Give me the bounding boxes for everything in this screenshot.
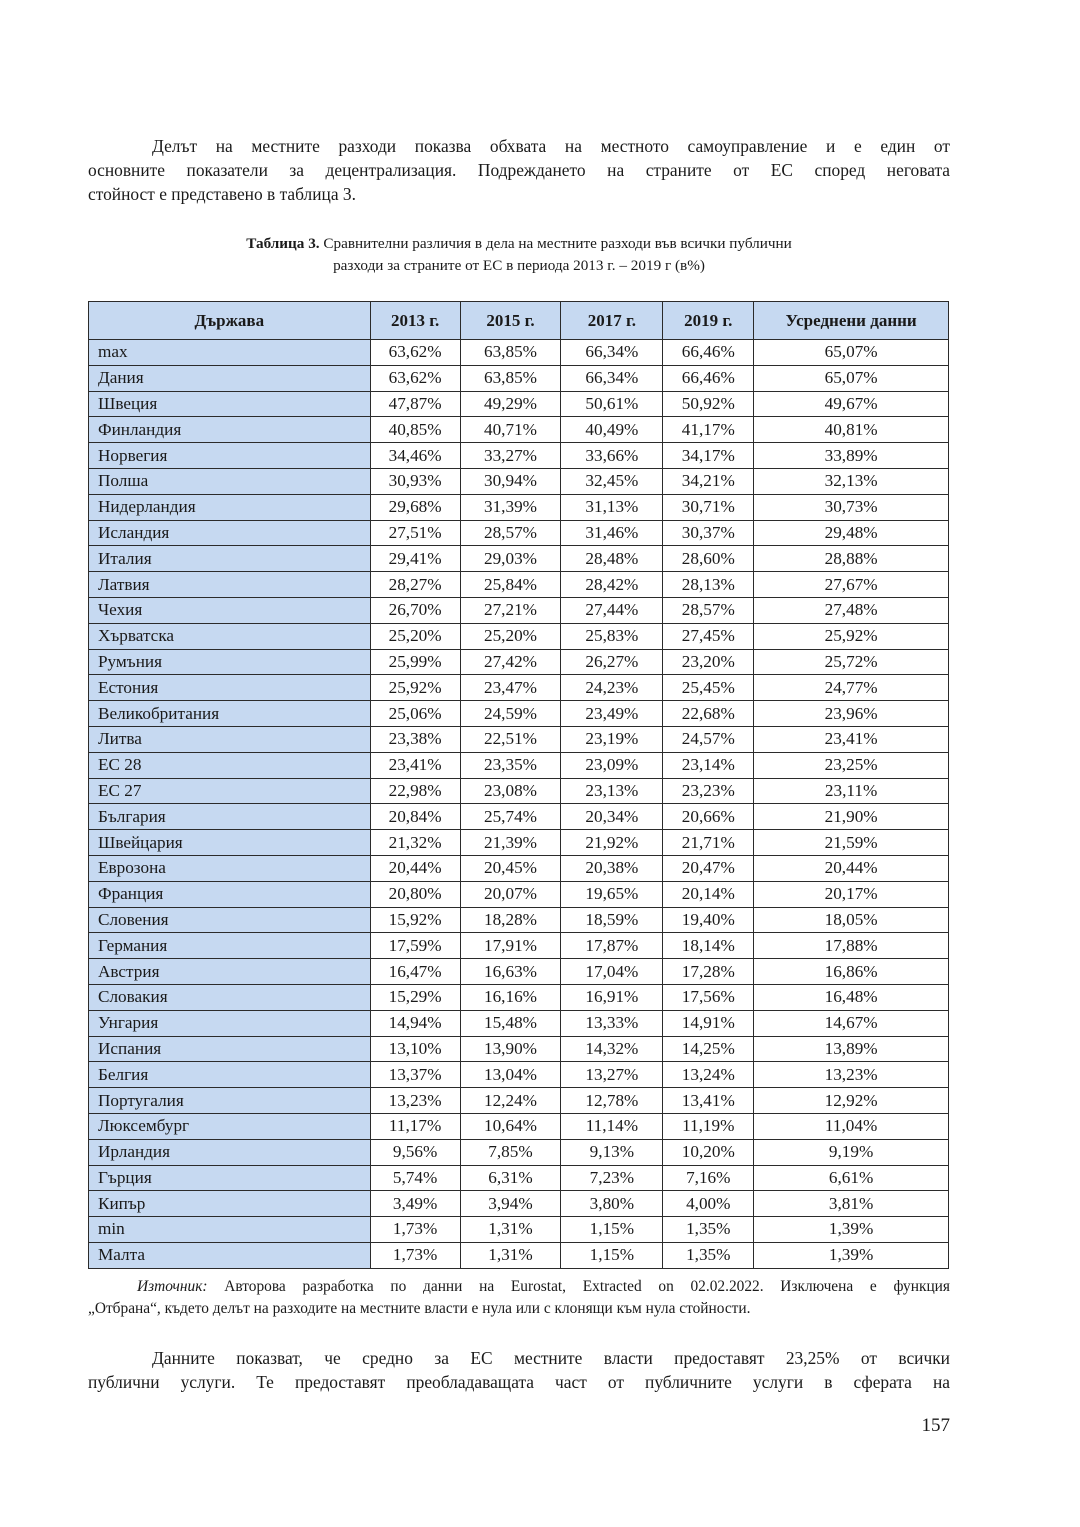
value-cell: 28,57% [663,597,754,623]
value-cell: 23,47% [460,675,561,701]
value-cell: 28,42% [561,572,663,598]
country-cell: Великобритания [89,701,371,727]
table-row [89,701,949,727]
value-cell: 40,85% [370,417,460,443]
value-cell: 13,37% [370,1062,460,1088]
header-column: 2019 г. [663,302,754,340]
value-cell: 25,84% [460,572,561,598]
value-cell: 20,07% [460,881,561,907]
value-cell: 23,35% [460,752,561,778]
value-cell: 14,25% [663,1036,754,1062]
value-cell: 23,25% [754,752,949,778]
value-cell: 49,67% [754,391,949,417]
country-cell: Швеция [89,391,371,417]
country-cell: Хърватска [89,623,371,649]
value-cell: 63,62% [370,340,460,366]
intro-line-1: Делът на местните разходи показва обхвата на местното самоуправление и е един от [152,136,950,156]
value-cell: 23,49% [561,701,663,727]
value-cell: 25,74% [460,804,561,830]
table-row [89,752,949,778]
table-row [89,830,949,856]
value-cell: 13,23% [370,1088,460,1114]
value-cell: 1,35% [663,1242,754,1268]
value-cell: 13,33% [561,1010,663,1036]
country-cell: Испания [89,1036,371,1062]
value-cell: 31,39% [460,494,561,520]
table-row [89,443,949,469]
value-cell: 13,23% [754,1062,949,1088]
value-cell: 21,71% [663,830,754,856]
value-cell: 1,73% [370,1217,460,1243]
value-cell: 17,04% [561,959,663,985]
value-cell: 20,38% [561,855,663,881]
value-cell: 19,65% [561,881,663,907]
value-cell: 28,27% [370,572,460,598]
value-cell: 3,80% [561,1191,663,1217]
closing-line-2: публични услуги. Те предоставят преобладаващата част от публичните услуги в сферата на [88,1372,950,1392]
header-country: Държава [89,302,371,340]
value-cell: 13,24% [663,1062,754,1088]
table-row [89,1139,949,1165]
value-cell: 9,13% [561,1139,663,1165]
country-cell: Португалия [89,1088,371,1114]
country-cell: Германия [89,933,371,959]
value-cell: 25,06% [370,701,460,727]
value-cell: 32,45% [561,468,663,494]
value-cell: 24,77% [754,675,949,701]
value-cell: 65,07% [754,340,949,366]
closing-line-1: Данните показват, че средно за ЕС местните власти предоставят 23,25% от всички [152,1348,950,1368]
value-cell: 15,48% [460,1010,561,1036]
value-cell: 30,73% [754,494,949,520]
header-column: Усреднени данни [754,302,949,340]
value-cell: 25,92% [370,675,460,701]
intro-line-3: стойност е представено в таблица 3. [88,184,356,204]
country-cell: Кипър [89,1191,371,1217]
source-line-1: Авторова разработка по данни на Eurostat, Extracted on 02.02.2022. Изключена е функция [207,1278,950,1295]
country-cell: Еврозона [89,855,371,881]
value-cell: 14,32% [561,1036,663,1062]
value-cell: 4,00% [663,1191,754,1217]
value-cell: 28,88% [754,546,949,572]
value-cell: 25,99% [370,649,460,675]
table-row [89,959,949,985]
table-row [89,1165,949,1191]
table-row [89,623,949,649]
value-cell: 49,29% [460,391,561,417]
table-row [89,391,949,417]
value-cell: 12,24% [460,1088,561,1114]
value-cell: 28,57% [460,520,561,546]
country-cell: Унгария [89,1010,371,1036]
table-row [89,1010,949,1036]
value-cell: 12,92% [754,1088,949,1114]
value-cell: 21,32% [370,830,460,856]
value-cell: 1,39% [754,1242,949,1268]
value-cell: 23,11% [754,778,949,804]
value-cell: 21,39% [460,830,561,856]
value-cell: 14,91% [663,1010,754,1036]
country-cell: Гърция [89,1165,371,1191]
value-cell: 66,46% [663,365,754,391]
value-cell: 18,14% [663,933,754,959]
value-cell: 22,68% [663,701,754,727]
value-cell: 30,37% [663,520,754,546]
country-cell: Словения [89,907,371,933]
value-cell: 6,31% [460,1165,561,1191]
value-cell: 50,61% [561,391,663,417]
value-cell: 17,59% [370,933,460,959]
header-column: 2015 г. [460,302,561,340]
value-cell: 63,85% [460,340,561,366]
country-cell: Белгия [89,1062,371,1088]
value-cell: 27,51% [370,520,460,546]
table-row [89,1217,949,1243]
value-cell: 20,34% [561,804,663,830]
value-cell: 11,14% [561,1113,663,1139]
caption-line-2: разходи за страните от ЕС в периода 2013 г. – 2019 г (в%) [333,257,705,274]
value-cell: 13,04% [460,1062,561,1088]
value-cell: 33,66% [561,443,663,469]
value-cell: 15,29% [370,984,460,1010]
value-cell: 17,88% [754,933,949,959]
table-row [89,468,949,494]
country-cell: Чехия [89,597,371,623]
intro-line-2: основните показатели за децентрализация. Подреждането на страните от ЕС според неговата [88,160,950,180]
value-cell: 66,34% [561,365,663,391]
value-cell: 41,17% [663,417,754,443]
country-cell: Полша [89,468,371,494]
value-cell: 20,80% [370,881,460,907]
country-cell: Малта [89,1242,371,1268]
closing-paragraph [88,1346,950,1394]
value-cell: 16,86% [754,959,949,985]
country-cell: Исландия [89,520,371,546]
local-expenditure-table [88,301,949,1269]
value-cell: 24,23% [561,675,663,701]
value-cell: 23,08% [460,778,561,804]
table-row [89,881,949,907]
value-cell: 25,72% [754,649,949,675]
value-cell: 1,73% [370,1242,460,1268]
table-row [89,907,949,933]
value-cell: 14,94% [370,1010,460,1036]
country-cell: Норвегия [89,443,371,469]
table-row [89,1062,949,1088]
table-row [89,1191,949,1217]
value-cell: 13,41% [663,1088,754,1114]
value-cell: 13,89% [754,1036,949,1062]
value-cell: 21,92% [561,830,663,856]
country-cell: България [89,804,371,830]
table-header-row [89,302,949,340]
value-cell: 18,05% [754,907,949,933]
value-cell: 17,56% [663,984,754,1010]
header-column: 2013 г. [370,302,460,340]
value-cell: 29,68% [370,494,460,520]
source-note [88,1276,950,1320]
table-row [89,597,949,623]
value-cell: 23,09% [561,752,663,778]
value-cell: 40,49% [561,417,663,443]
value-cell: 13,27% [561,1062,663,1088]
value-cell: 63,85% [460,365,561,391]
value-cell: 9,56% [370,1139,460,1165]
value-cell: 1,31% [460,1217,561,1243]
value-cell: 20,44% [370,855,460,881]
value-cell: 10,64% [460,1113,561,1139]
table-row [89,365,949,391]
value-cell: 16,47% [370,959,460,985]
value-cell: 27,67% [754,572,949,598]
value-cell: 1,15% [561,1217,663,1243]
value-cell: 66,46% [663,340,754,366]
value-cell: 19,40% [663,907,754,933]
value-cell: 24,59% [460,701,561,727]
table-row [89,649,949,675]
value-cell: 23,41% [754,726,949,752]
value-cell: 27,44% [561,597,663,623]
table-row [89,572,949,598]
value-cell: 29,48% [754,520,949,546]
country-cell: Румъния [89,649,371,675]
country-cell: max [89,340,371,366]
caption-line-1: Сравнителни различия в дела на местните разходи във всички публични [319,235,792,252]
value-cell: 3,81% [754,1191,949,1217]
value-cell: 29,03% [460,546,561,572]
table-row [89,675,949,701]
value-cell: 30,94% [460,468,561,494]
value-cell: 16,16% [460,984,561,1010]
value-cell: 25,45% [663,675,754,701]
table-row [89,417,949,443]
value-cell: 20,84% [370,804,460,830]
value-cell: 9,19% [754,1139,949,1165]
value-cell: 16,91% [561,984,663,1010]
table-caption [88,233,950,277]
value-cell: 24,57% [663,726,754,752]
table-row [89,494,949,520]
value-cell: 5,74% [370,1165,460,1191]
value-cell: 14,67% [754,1010,949,1036]
value-cell: 17,91% [460,933,561,959]
table-row [89,984,949,1010]
value-cell: 66,34% [561,340,663,366]
value-cell: 23,23% [663,778,754,804]
value-cell: 25,92% [754,623,949,649]
value-cell: 20,66% [663,804,754,830]
value-cell: 21,59% [754,830,949,856]
value-cell: 47,87% [370,391,460,417]
table-row [89,1242,949,1268]
value-cell: 30,93% [370,468,460,494]
value-cell: 11,04% [754,1113,949,1139]
value-cell: 13,90% [460,1036,561,1062]
country-cell: min [89,1217,371,1243]
country-cell: ЕС 27 [89,778,371,804]
value-cell: 13,10% [370,1036,460,1062]
value-cell: 34,17% [663,443,754,469]
value-cell: 23,19% [561,726,663,752]
value-cell: 27,21% [460,597,561,623]
value-cell: 26,70% [370,597,460,623]
value-cell: 30,71% [663,494,754,520]
value-cell: 25,83% [561,623,663,649]
table-row [89,1036,949,1062]
value-cell: 20,14% [663,881,754,907]
country-cell: Италия [89,546,371,572]
value-cell: 11,19% [663,1113,754,1139]
value-cell: 28,48% [561,546,663,572]
value-cell: 34,46% [370,443,460,469]
intro-paragraph [88,134,950,206]
value-cell: 17,87% [561,933,663,959]
value-cell: 25,20% [370,623,460,649]
value-cell: 16,63% [460,959,561,985]
value-cell: 28,13% [663,572,754,598]
value-cell: 27,45% [663,623,754,649]
value-cell: 15,92% [370,907,460,933]
value-cell: 18,28% [460,907,561,933]
value-cell: 63,62% [370,365,460,391]
table-row [89,520,949,546]
value-cell: 20,44% [754,855,949,881]
value-cell: 16,48% [754,984,949,1010]
value-cell: 11,17% [370,1113,460,1139]
table-row [89,546,949,572]
table-row [89,726,949,752]
value-cell: 33,27% [460,443,561,469]
value-cell: 1,31% [460,1242,561,1268]
value-cell: 21,90% [754,804,949,830]
value-cell: 23,41% [370,752,460,778]
table-row [89,340,949,366]
value-cell: 40,71% [460,417,561,443]
country-cell: Люксембург [89,1113,371,1139]
value-cell: 20,45% [460,855,561,881]
country-cell: Дания [89,365,371,391]
page-number: 157 [921,1415,950,1436]
value-cell: 7,23% [561,1165,663,1191]
value-cell: 27,42% [460,649,561,675]
country-cell: Финландия [89,417,371,443]
value-cell: 1,35% [663,1217,754,1243]
value-cell: 40,81% [754,417,949,443]
value-cell: 34,21% [663,468,754,494]
value-cell: 6,61% [754,1165,949,1191]
value-cell: 22,98% [370,778,460,804]
value-cell: 26,27% [561,649,663,675]
value-cell: 23,96% [754,701,949,727]
table-row [89,933,949,959]
value-cell: 23,38% [370,726,460,752]
country-cell: Естония [89,675,371,701]
value-cell: 1,39% [754,1217,949,1243]
value-cell: 18,59% [561,907,663,933]
source-line-2: „Отбрана“, където делът на разходите на местните власти е нула или с клонящи към нула стойности. [88,1300,751,1317]
table-row [89,1088,949,1114]
value-cell: 23,13% [561,778,663,804]
value-cell: 23,14% [663,752,754,778]
value-cell: 50,92% [663,391,754,417]
header-column: 2017 г. [561,302,663,340]
value-cell: 20,17% [754,881,949,907]
country-cell: Швейцария [89,830,371,856]
value-cell: 7,16% [663,1165,754,1191]
value-cell: 29,41% [370,546,460,572]
country-cell: Литва [89,726,371,752]
country-cell: Словакия [89,984,371,1010]
country-cell: Австрия [89,959,371,985]
country-cell: ЕС 28 [89,752,371,778]
table-row [89,855,949,881]
country-cell: Латвия [89,572,371,598]
value-cell: 20,47% [663,855,754,881]
table-row [89,1113,949,1139]
value-cell: 12,78% [561,1088,663,1114]
value-cell: 65,07% [754,365,949,391]
table-row [89,778,949,804]
value-cell: 25,20% [460,623,561,649]
table-row [89,804,949,830]
value-cell: 32,13% [754,468,949,494]
value-cell: 31,13% [561,494,663,520]
country-cell: Ирландия [89,1139,371,1165]
caption-label: Таблица 3. [246,235,320,252]
value-cell: 17,28% [663,959,754,985]
value-cell: 1,15% [561,1242,663,1268]
value-cell: 23,20% [663,649,754,675]
value-cell: 33,89% [754,443,949,469]
value-cell: 27,48% [754,597,949,623]
value-cell: 28,60% [663,546,754,572]
value-cell: 3,49% [370,1191,460,1217]
value-cell: 3,94% [460,1191,561,1217]
country-cell: Франция [89,881,371,907]
value-cell: 31,46% [561,520,663,546]
value-cell: 7,85% [460,1139,561,1165]
value-cell: 22,51% [460,726,561,752]
source-label: Източник: [137,1278,208,1295]
country-cell: Нидерландия [89,494,371,520]
value-cell: 10,20% [663,1139,754,1165]
